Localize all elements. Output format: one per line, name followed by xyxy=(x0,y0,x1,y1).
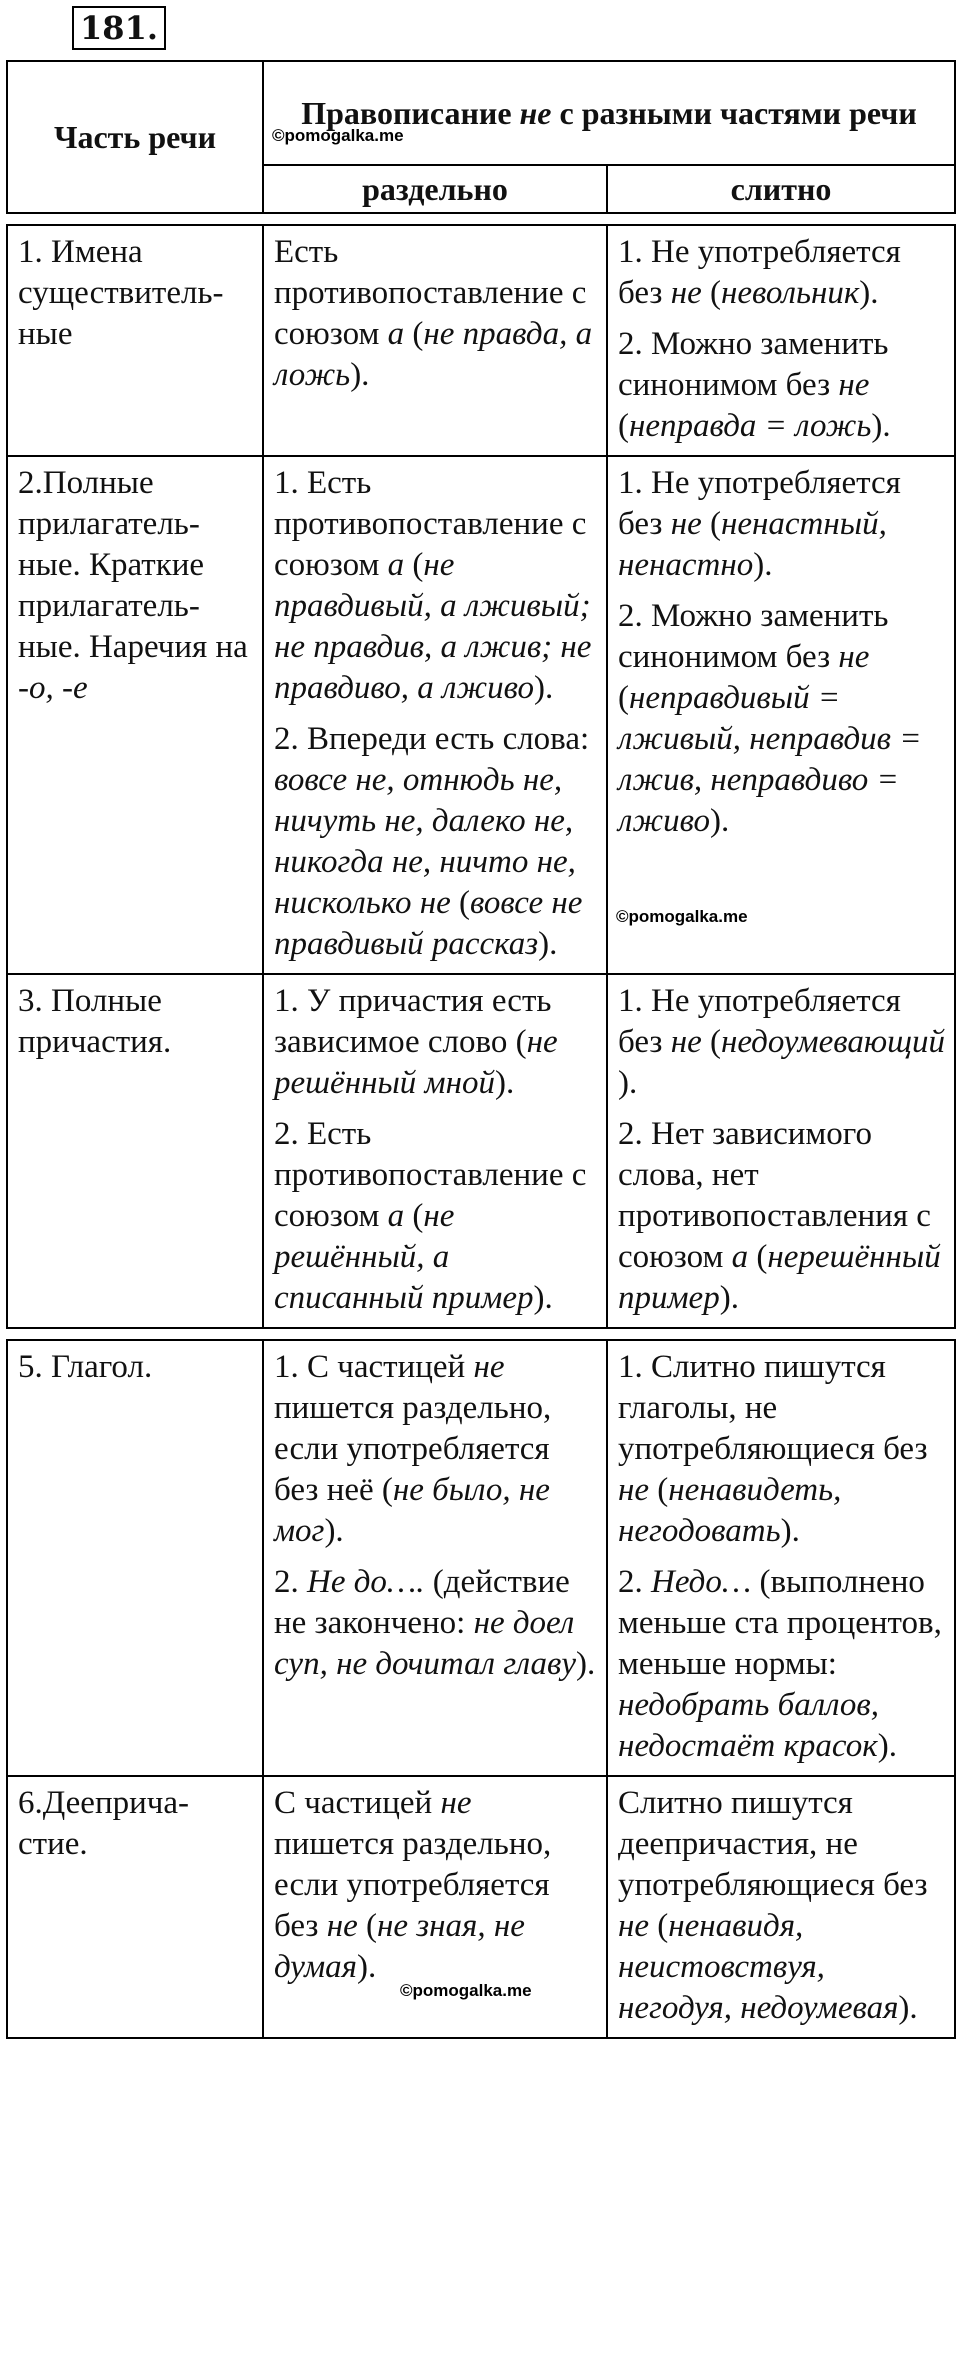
separately-cell: 1. С частицей не пишется раздельно, если употребляется без неё (не было, не мог). 2. Не до…. (действие не закончено: не доел суп, не дочитал главу). xyxy=(263,1340,607,1776)
watermark: ©pomogalka.me xyxy=(616,907,748,926)
part-of-speech-cell: 1. Имена существитель-ные xyxy=(7,225,263,456)
header-part-of-speech: Часть речи xyxy=(7,61,263,213)
task-number: 181. xyxy=(72,6,166,50)
spelling-table xyxy=(6,60,956,2039)
table-row xyxy=(7,225,955,456)
together-cell: 1. Слитно пишутся глаголы, не употребляющиеся без не (ненавидеть, негодовать). 2. Недо… (выполнено меньше ста процентов, меньше нормы: недобрать баллов, недостаёт красок). xyxy=(607,1340,955,1776)
separately-cell: 1. Есть противопоставление с союзом а (не правдивый, а лживый; не правдив, а лжив; не правдиво, а лживо). 2. Впереди есть слова: вовсе не, отнюдь не, ничуть не, далеко не, никогда не, ничто не, нисколько не (вовсе не правдивый рассказ). xyxy=(263,456,607,974)
part-of-speech-cell: 5. Глагол. xyxy=(7,1340,263,1776)
watermark: ©pomogalka.me xyxy=(400,1981,532,2000)
together-cell: 1. Не употребляется без не (невольник). 2. Можно заменить синонимом без не (неправда = ложь). xyxy=(607,225,955,456)
part-of-speech-cell: 6.Дееприча-стие. xyxy=(7,1776,263,2038)
table-row xyxy=(7,1776,955,2038)
part-of-speech-cell: 2.Полные прилагатель-ные. Краткие прилагатель-ные. Наречия на -о, -е xyxy=(7,456,263,974)
header-spelling: Правописание не с разными частями речи ©pomogalka.me xyxy=(263,61,955,165)
separately-cell: Есть противопоставление с союзом а (не правда, а ложь). xyxy=(263,225,607,456)
together-cell: 1. Не употребляется без не (недоумевающий ). 2. Нет зависимого слова, нет противопоставления с союзом а (нерешённый пример). xyxy=(607,974,955,1328)
table-row xyxy=(7,974,955,1328)
watermark: ©pomogalka.me xyxy=(272,126,404,145)
part-of-speech-cell: 3. Полные причастия. xyxy=(7,974,263,1328)
separately-cell: С частицей не пишется раздельно, если употребляется без не (не зная, не думая). ©pomogalka.me xyxy=(263,1776,607,2038)
table-row xyxy=(7,1340,955,1776)
together-cell: Слитно пишутся деепричастия, не употребляющиеся без не (ненавидя, неистовствуя, негодуя, недоумевая). xyxy=(607,1776,955,2038)
table-row xyxy=(7,456,955,974)
together-cell: 1. Не употребляется без не (ненастный, ненастно). 2. Можно заменить синонимом без не (неправдивый = лживый, неправдив = лжив, неправдиво = лживо). ©pomogalka.me xyxy=(607,456,955,974)
header-together: слитно xyxy=(607,165,955,213)
header-separately: раздельно xyxy=(263,165,607,213)
separately-cell: 1. У причастия есть зависимое слово (не решённый мной). 2. Есть противопоставление с союзом а (не решённый, а списанный пример). xyxy=(263,974,607,1328)
